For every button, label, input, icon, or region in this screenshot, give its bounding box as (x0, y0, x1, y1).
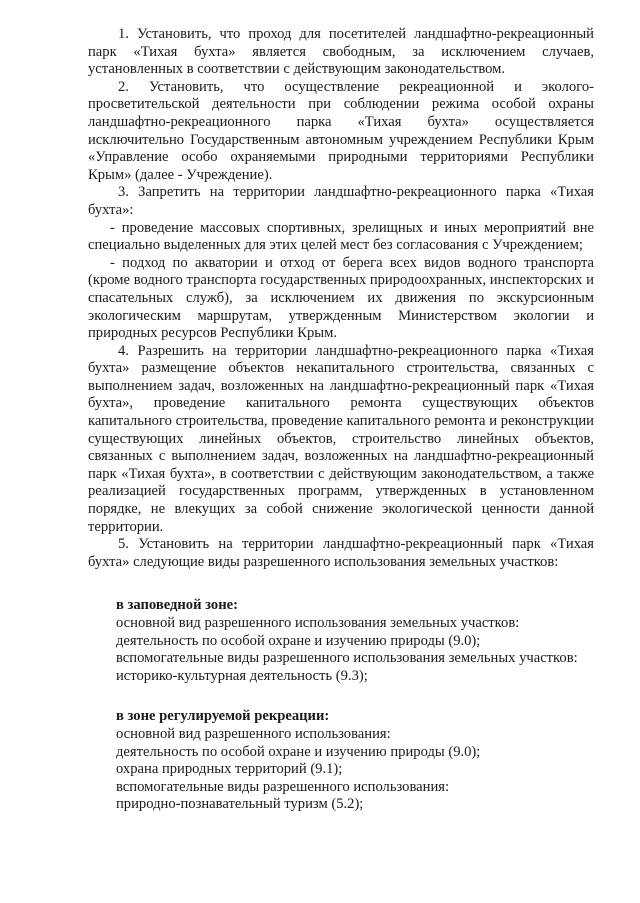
zone-title: в заповедной зоне: (116, 597, 238, 614)
zone-line: вспомогательные виды разрешенного использования: (116, 778, 450, 795)
zone-line: охрана природных территорий (9.1); (116, 761, 343, 778)
zone-regulated-recreation (116, 708, 594, 814)
zone-line: природно-познавательный туризм (5.2); (116, 796, 364, 813)
zone-line: основной вид разрешенного использования: (116, 725, 391, 742)
paragraph-3: 3. Запретить на территории ландшафтно-рекреационного парка «Тихая бухта»: (88, 184, 594, 218)
paragraph-3-item-1: - проведение массовых спортивных, зрелищных и иных мероприятий вне специально выделенных для этих целей мест без согласования с Учреждением; (88, 219, 594, 254)
paragraph-3-item-2: - подход по акватории и отход от берега всех видов водного транспорта (кроме водного транспорта государственных природоохранных, инспекторских и спасательных служб), за исключением их движения по экскурсионным экологическим маршрутам, утвержденным Министерством экологии и природных ресурсов Республики Крым. (88, 254, 594, 342)
paragraph-2: 2. Установить, что осуществление рекреационной и эколого-просветительской деятельности при соблюдении режима особой охраны ландшафтно-рекреационного парка «Тихая бухта» осуществляется исключительно Государственным автономным учреждением Республики Крым «Управление особо охраняемыми природными территориями Республики Крым» (далее - Учреждение). (88, 78, 594, 183)
zone-line: деятельность по особой охране и изучению природы (9.0); (116, 743, 481, 760)
zone-reserved (116, 597, 594, 685)
zone-line: основной вид разрешенного использования земельных участков: (116, 615, 520, 631)
zone-line: вспомогательные виды разрешенного использования земельных участков: (116, 650, 578, 667)
paragraph-1: 1. Установить, что проход для посетителей ландшафтно-рекреационный парк «Тихая бухта» является свободным, за исключением случаев, установленных в соответствии с действующим законодательством. (88, 26, 594, 78)
zone-line: историко-культурная деятельность (9.3); (116, 667, 368, 684)
zone-title: в зоне регулируемой рекреации: (116, 708, 330, 725)
document-page (88, 26, 594, 814)
paragraph-4: 4. Разрешить на территории ландшафтно-рекреационного парка «Тихая бухта» размещение объектов некапитального строительства, связанных с выполнением задач, возложенных на ландшафтно-рекреационный парк «Тихая бухта», проведение капитального ремонта существующих объектов капитального строительства, проведение капитального ремонта и реконструкции существующих линейных объектов, строительство линейных объектов, связанных с выполнением задач, возложенных на ландшафтно-рекреационный парк «Тихая бухта», в соответствии с действующим законодательством, а также реализацией государственных программ, утвержденных в установленном порядке, не влекущих за собой снижение экологической ценности данной территории. (88, 342, 594, 535)
zone-line: деятельность по особой охране и изучению природы (9.0); (116, 632, 481, 649)
paragraph-5: 5. Установить на территории ландшафтно-рекреационный парк «Тихая бухта» следующие виды разрешенного использования земельных участков: (88, 536, 594, 570)
